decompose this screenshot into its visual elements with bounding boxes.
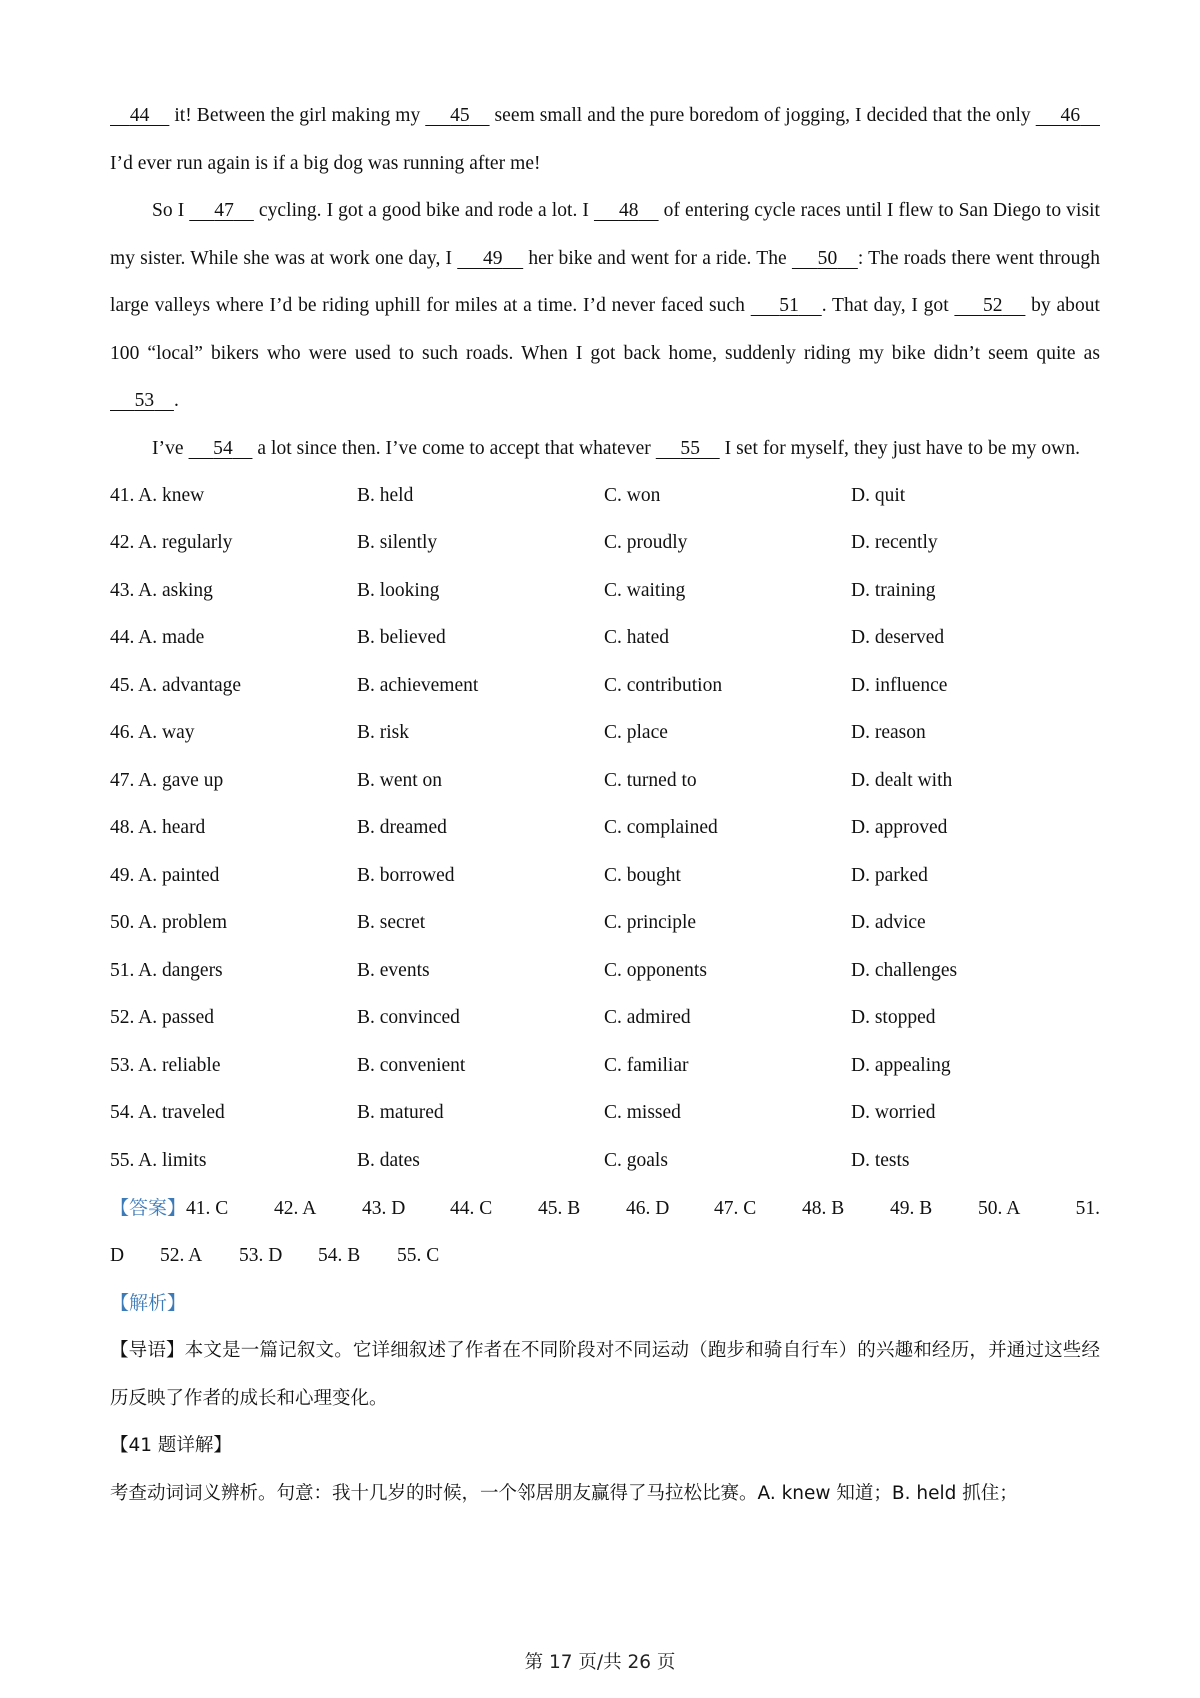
passage-text: I’d ever run again is if a big dog was running after me! (110, 152, 541, 174)
option-b: B. borrowed (357, 864, 455, 886)
option-c: C. familiar (604, 1054, 689, 1076)
answer-label: 【答案】 (110, 1196, 187, 1219)
answer-item: 48. B (802, 1197, 845, 1219)
passage-text: : The roads there went through large valleys where I’d be riding uphill for miles at a time. I’d never faced such (110, 247, 1101, 316)
option-d: D. tests (851, 1149, 910, 1171)
option-c: C. admired (604, 1007, 691, 1029)
option-a: 48. A. heard (110, 817, 206, 839)
passage-text: . That day, I got (821, 295, 955, 316)
option-b: B. went on (357, 769, 443, 791)
option-a: 45. A. advantage (110, 674, 242, 696)
blank-50: 50 (817, 247, 838, 269)
passage-text: seem small and the pure boredom of jogging, I decided that the only (489, 105, 1036, 126)
answer-item: 52. A (160, 1245, 203, 1266)
option-d: D. recently (851, 532, 938, 554)
option-row-45 (110, 662, 1100, 710)
option-row-51 (110, 947, 1100, 995)
option-d: D. training (851, 579, 936, 601)
option-row-55 (110, 1137, 1100, 1185)
option-d: D. reason (851, 722, 926, 744)
option-d: D. challenges (851, 959, 958, 981)
option-row-49 (110, 852, 1100, 900)
page-footer: 第 17 页/共 26 页 (524, 1652, 676, 1673)
q41-heading: 【41 题详解】 (110, 1435, 232, 1456)
answer-item: 42. A (274, 1197, 317, 1219)
option-row-46 (110, 710, 1100, 758)
option-row-42 (110, 520, 1100, 568)
option-row-43 (110, 567, 1100, 615)
answer-item: 47. C (714, 1197, 757, 1219)
option-row-50 (110, 900, 1100, 948)
option-b: B. dates (357, 1149, 420, 1171)
option-row-44 (110, 615, 1100, 663)
passage-text: So I (152, 200, 190, 221)
option-d: D. advice (851, 912, 926, 934)
option-row-41 (110, 472, 1100, 520)
option-row-54 (110, 1090, 1100, 1138)
blank-49: 49 (482, 247, 503, 269)
passage-text: of entering cycle races until I flew to San Diego to visit my sister. While she was at work one day, I (110, 200, 1101, 269)
option-b: B. convinced (357, 1007, 460, 1029)
option-a: 51. A. dangers (110, 959, 223, 981)
option-a: 43. A. asking (110, 579, 213, 601)
option-a: 50. A. problem (110, 912, 227, 934)
guide-text: 【导语】本文是一篇记叙文。它详细叙述了作者在不同阶段对不同运动（跑步和骑自行车）的兴趣和经历，并通过这些经历反映了作者的成长和心理变化。 (110, 1340, 1100, 1409)
option-b: B. secret (357, 912, 426, 934)
option-b: B. believed (357, 627, 446, 649)
answer-item: D (110, 1245, 125, 1266)
option-c: C. bought (604, 864, 681, 886)
option-a: 49. A. painted (110, 864, 220, 886)
passage-text: . (173, 390, 179, 411)
answer-line-1 (110, 1185, 1100, 1233)
blank-45: 45 (450, 105, 470, 126)
answer-section (110, 1185, 1100, 1280)
option-a: 52. A. passed (110, 1007, 214, 1029)
passage-text: by about 100 “local” bikers who were used to such roads. When I got back home, suddenly riding my bike didn’t seem quite as (110, 295, 1101, 364)
answer-item: 55. C (397, 1245, 440, 1266)
blank-53: 53 (134, 390, 155, 411)
option-b: B. convenient (357, 1054, 466, 1076)
option-c: C. place (604, 722, 668, 744)
answer-item: 44. C (450, 1197, 493, 1219)
option-c: C. hated (604, 627, 669, 649)
option-a: 41. A. knew (110, 484, 205, 506)
option-a: 53. A. reliable (110, 1054, 221, 1076)
option-d: D. worried (851, 1102, 936, 1124)
passage-text: her bike and went for a ride. The (523, 247, 792, 269)
answer-item: 45. B (538, 1197, 581, 1219)
option-b: B. dreamed (357, 817, 447, 839)
option-d: D. appealing (851, 1054, 951, 1076)
blank-55: 55 (680, 437, 701, 459)
answer-item: 49. B (890, 1197, 933, 1219)
option-row-47 (110, 757, 1100, 805)
option-d: D. stopped (851, 1007, 936, 1029)
option-a: 44. A. made (110, 627, 205, 649)
option-c: C. turned to (604, 769, 697, 791)
passage-paragraph-1 (110, 92, 1100, 187)
answer-item: 50. A (978, 1197, 1021, 1219)
option-b: B. looking (357, 579, 440, 601)
option-b: B. risk (357, 722, 410, 744)
blank-48: 48 (618, 200, 639, 221)
option-a: 42. A. regularly (110, 532, 233, 554)
option-a: 47. A. gave up (110, 769, 224, 791)
option-b: B. matured (357, 1102, 444, 1124)
answer-item: 51. (1075, 1197, 1100, 1219)
blank-44: 44 (129, 105, 150, 126)
option-d: D. parked (851, 864, 928, 886)
option-row-52 (110, 995, 1100, 1043)
document-page (110, 92, 1100, 1517)
blank-51: 51 (779, 295, 799, 316)
q41-detail: 考查动词词义辨析。句意：我十几岁的时候，一个邻居朋友赢得了马拉松比赛。A. knew 知道；B. held 抓住； (110, 1482, 1018, 1504)
passage-paragraph-3 (110, 425, 1100, 473)
option-c: C. contribution (604, 674, 723, 696)
blank-47: 47 (214, 200, 234, 221)
answer-item: 54. B (318, 1245, 361, 1266)
option-c: C. waiting (604, 579, 686, 601)
passage-text: a lot since then. I’ve come to accept that whatever (252, 437, 656, 459)
option-row-48 (110, 805, 1100, 853)
passage-text: I’ve (152, 437, 189, 459)
option-b: B. events (357, 959, 430, 981)
passage-text: cycling. I got a good bike and rode a lot. I (253, 200, 594, 221)
option-b: B. held (357, 484, 414, 506)
option-d: D. approved (851, 817, 948, 839)
option-d: D. influence (851, 674, 948, 696)
option-c: C. opponents (604, 959, 707, 981)
answer-line-2 (110, 1232, 1100, 1280)
option-d: D. quit (851, 484, 906, 506)
option-a: 54. A. traveled (110, 1102, 225, 1124)
answer-item: 46. D (626, 1197, 670, 1219)
option-c: C. missed (604, 1102, 681, 1124)
passage-text: I set for myself, they just have to be my own. (719, 437, 1081, 459)
option-a: 55. A. limits (110, 1149, 207, 1171)
blank-46: 46 (1060, 105, 1081, 126)
passage-paragraph-2 (110, 187, 1100, 425)
option-c: C. complained (604, 817, 718, 839)
answer-item: 53. D (239, 1245, 283, 1266)
option-d: D. deserved (851, 627, 945, 649)
blank-52: 52 (982, 295, 1003, 316)
option-c: C. principle (604, 912, 697, 934)
option-b: B. achievement (357, 674, 479, 696)
options-list (110, 472, 1100, 1185)
analysis-label: 【解析】 (110, 1291, 187, 1314)
option-c: C. goals (604, 1149, 668, 1171)
passage-text: it! Between the girl making my (169, 105, 426, 126)
option-d: D. dealt with (851, 769, 953, 791)
option-a: 46. A. way (110, 722, 195, 744)
blank-54: 54 (213, 437, 233, 459)
answer-item: 43. D (362, 1197, 406, 1219)
option-c: C. proudly (604, 532, 688, 554)
option-c: C. won (604, 484, 661, 506)
option-b: B. silently (357, 532, 438, 554)
option-row-53 (110, 1042, 1100, 1090)
answer-item: 41. C (186, 1197, 229, 1219)
